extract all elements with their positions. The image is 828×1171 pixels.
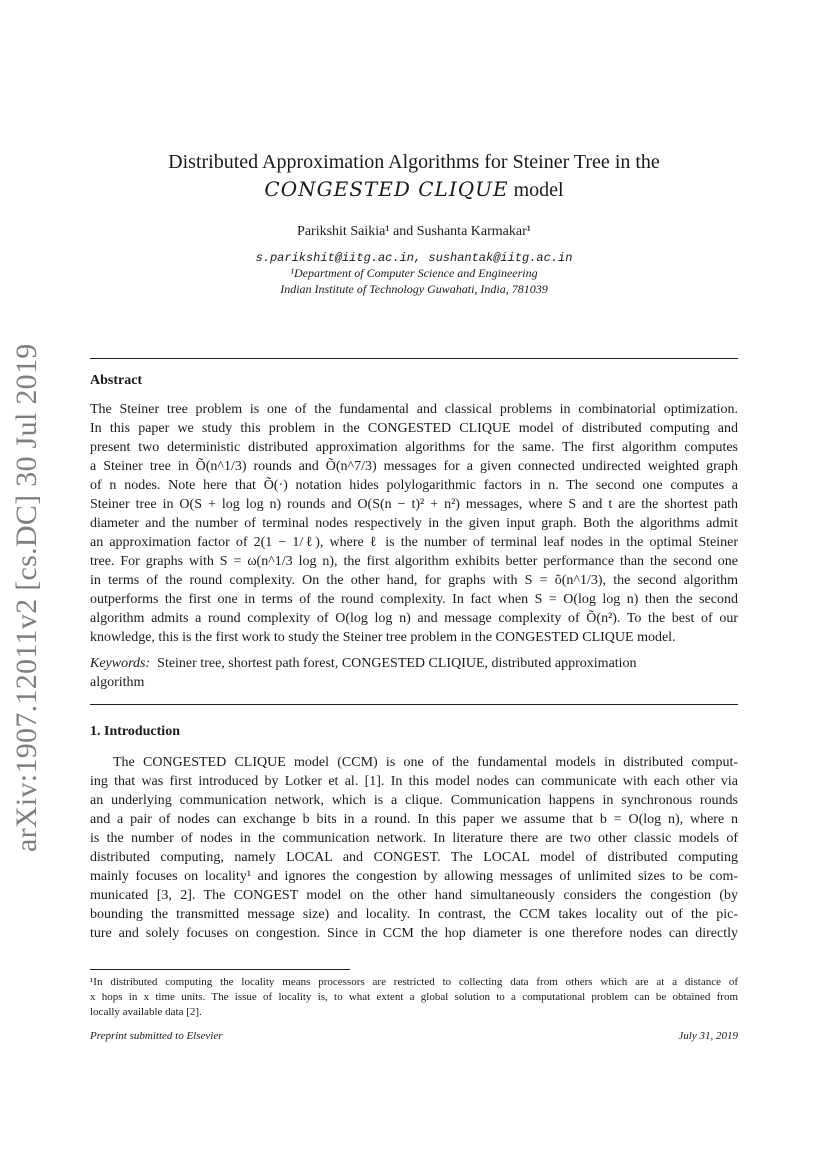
abstract-heading: Abstract xyxy=(90,373,143,388)
footnote-line: locally available data [2]. xyxy=(90,1006,202,1018)
intro-line: ing that was first introduced by Lotker et al. [1]. In this model nodes can communicate with each other via xyxy=(90,774,738,789)
author-emails[interactable]: s.parikshit@iitg.ac.in, sushantak@iitg.ac.in xyxy=(255,251,573,265)
section-heading-introduction: 1. Introduction xyxy=(90,724,180,739)
abstract-bottom-rule xyxy=(90,704,738,705)
abstract-line: The Steiner tree problem is one of the fundamental and classical problems in combinatorial optimization. xyxy=(90,402,738,417)
abstract-line: in terms of the round complexity. On the other hand, for graphs with S = õ(n^1/3), the second algorithm xyxy=(90,573,738,588)
keywords xyxy=(90,654,738,692)
abstract-line: Steiner tree in O(S + log log n) rounds and O(S(n − t)² + n²) messages, where S and t are the shortest path xyxy=(90,497,738,512)
intro-line: and a pair of nodes can exchange b bits in a round. In this paper we assume that b = O(log n), where n xyxy=(90,812,738,827)
footnote-rule xyxy=(90,969,350,970)
abstract-line: a Steiner tree in Õ(n^1/3) rounds and Õ(n^7/3) messages for a given connected undirected weighted graph xyxy=(90,459,738,474)
abstract-line: an approximation factor of 2(1 − 1/ℓ), where ℓ is the number of terminal leaf nodes in the optimal Steiner xyxy=(90,535,738,550)
footnote-line: x hops in x time units. The issue of locality is, to what extent a global solution to a computational problem can be obtained from xyxy=(90,991,738,1003)
intro-line: mainly focuses on locality¹ and ignores the congestion by allowing messages of unlimited sizes to be com- xyxy=(90,869,738,884)
authors: Parikshit Saikia¹ and Sushanta Karmakar¹ xyxy=(297,224,531,239)
intro-line: an underlying communication network, which is a clique. Communication happens in synchronous rounds xyxy=(90,793,738,808)
intro-line: is the number of nodes in the communication network. In literature there are two other classic models of xyxy=(90,831,738,846)
title-model-name: CONGESTED CLIQUE xyxy=(264,177,509,201)
paper-title-line2 xyxy=(90,177,738,202)
intro-line: municated [3, 2]. The CONGEST model on the other hand simultaneously considers the congestion (by xyxy=(90,888,738,903)
keywords-list-cont: algorithm xyxy=(90,675,145,690)
abstract-line: In this paper we study this problem in the CONGESTED CLIQUE model of distributed computing and xyxy=(90,421,738,436)
arxiv-stamp: arXiv:1907.12011v2 [cs.DC] 30 Jul 2019 xyxy=(10,343,43,852)
footnote xyxy=(90,975,738,1020)
paper-title-line1: Distributed Approximation Algorithms for Steiner Tree in the xyxy=(168,151,660,173)
intro-line: ture and solely focuses on congestion. Since in CCM the hop diameter is one therefore nodes can directly xyxy=(90,926,738,941)
abstract-top-rule xyxy=(90,358,738,359)
introduction-body xyxy=(90,753,738,943)
title-model-suffix: model xyxy=(508,179,564,201)
intro-line: distributed computing, namely LOCAL and CONGEST. The LOCAL model of distributed computing xyxy=(90,850,738,865)
affiliation-line2: Indian Institute of Technology Guwahati, India, 781039 xyxy=(280,282,548,296)
abstract-body xyxy=(90,400,738,647)
preprint-note: Preprint submitted to Elsevier xyxy=(90,1030,223,1042)
abstract-line: tree. For graphs with S = ω(n^1/3 log n), the first algorithm exhibits better performance than the second one xyxy=(90,554,738,569)
abstract-line: algorithm admits a round complexity of O(log log n) and message complexity of Õ(n²). To the best of our xyxy=(90,611,738,626)
intro-line: The CONGESTED CLIQUE model (CCM) is one of the fundamental models in distributed comput- xyxy=(113,755,738,770)
footnote-line: ¹In distributed computing the locality means processors are restricted to collecting data from others which are at a distance of xyxy=(90,976,738,988)
keywords-label: Keywords: xyxy=(90,656,151,671)
abstract-line: diameter and the number of terminal nodes respectively in the given input graph. Both the algorithms admit xyxy=(90,516,738,531)
abstract-line: outperforms the first one in terms of the round complexity. In fact when S = O(log log n) then the second xyxy=(90,592,738,607)
preprint-date: July 31, 2019 xyxy=(678,1030,738,1042)
intro-line: bounding the transmitted message size) and locality. In contrast, the CCM takes locality out of the pic- xyxy=(90,907,738,922)
abstract-line: knowledge, this is the first work to study the Steiner tree problem in the CONGESTED CLIQUE model. xyxy=(90,630,676,645)
abstract-line: present two deterministic distributed approximation algorithms for the same. The first algorithm computes xyxy=(90,440,738,455)
affiliation-line1: ¹Department of Computer Science and Engineering xyxy=(290,266,538,280)
keywords-list: Steiner tree, shortest path forest, CONGESTED CLIQIUE, distributed approximation xyxy=(157,656,637,671)
abstract-line: of n nodes. Note here that Õ(·) notation hides polylogarithmic factors in n. The second one computes a xyxy=(90,478,738,493)
